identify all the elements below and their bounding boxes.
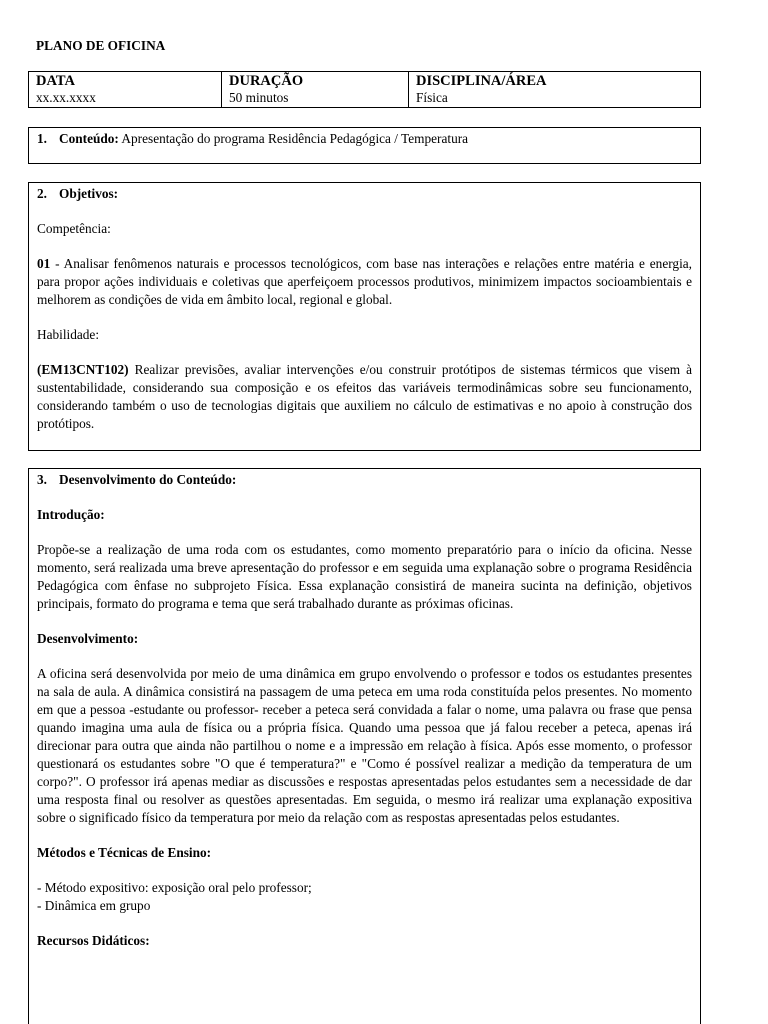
skill-text: Realizar previsões, avaliar intervenções e/ou construir protótipos de sistemas térmicos que visem à sustentabilidade, considerando sua composição e os efeitos das variáveis termodinâmicas sobre seu funcionamento, considerando também o uso de tecnologias digitais que auxiliem no cálculo de estimativas e no apoio à construção dos protótipos. xyxy=(37,362,692,431)
duration-cell xyxy=(221,72,408,107)
content-number: 1. xyxy=(37,131,47,146)
date-cell xyxy=(29,72,221,107)
duration-header: DURAÇÃO xyxy=(229,73,304,89)
discipline-header: DISCIPLINA/ÁREA xyxy=(416,73,547,89)
content-label: Conteúdo: xyxy=(59,131,119,146)
date-value: xx.xx.xxxx xyxy=(36,90,96,105)
content-line xyxy=(37,130,692,148)
info-table xyxy=(28,71,701,108)
methods-item: - Método expositivo: exposição oral pelo professor; xyxy=(37,880,312,895)
competence-code: 01 xyxy=(37,256,51,271)
skill-label: Habilidade: xyxy=(37,327,100,342)
skill-paragraph xyxy=(37,361,692,433)
intro-paragraph: Propõe-se a realização de uma roda com os estudantes, como momento preparatório para o início da oficina. Nesse momento, será realizada uma breve apresentação do professor e em seguida uma explanação sobre o programa Residência Pedagógica com ênfase no subprojeto Física. Essa explanação consistirá de maneira sucinta na definição, objetivos principais, formato do programa e tema que será trabalhado durante as próximas oficinas. xyxy=(37,542,692,611)
objectives-label: Objetivos: xyxy=(59,186,119,201)
development-label: Desenvolvimento do Conteúdo: xyxy=(59,472,237,487)
competence-paragraph xyxy=(37,255,692,309)
discipline-value: Física xyxy=(416,90,448,105)
objectives-section xyxy=(28,182,701,451)
skill-code: (EM13CNT102) xyxy=(37,362,129,377)
date-header: DATA xyxy=(36,73,75,89)
content-text: Apresentação do programa Residência Pedagógica / Temperatura xyxy=(118,131,469,146)
development-number: 3. xyxy=(37,472,47,487)
resources-heading: Recursos Didáticos: xyxy=(37,933,150,948)
discipline-cell xyxy=(408,72,700,107)
page-title: PLANO DE OFICINA xyxy=(36,38,166,53)
duration-value: 50 minutos xyxy=(229,90,289,105)
development-section xyxy=(28,468,701,1024)
development-heading xyxy=(37,471,692,489)
competence-label: Competência: xyxy=(37,221,111,236)
competence-text: - Analisar fenômenos naturais e processos tecnológicos, com base nas interações e relações entre matéria e energia, para propor ações individuais e coletivas que aperfeiçoem processos produtivos, minimizem impactos socioambientais e melhorem as condições de vida em âmbito local, regional e global. xyxy=(37,256,692,307)
intro-heading: Introdução: xyxy=(37,507,105,522)
content-section xyxy=(28,127,701,164)
dev-paragraph: A oficina será desenvolvida por meio de uma dinâmica em grupo envolvendo o professor e todos os estudantes presentes na sala de aula. A dinâmica consistirá na passagem de uma peteca em uma roda constituída pelos presentes. No momento em que a pessoa -estudante ou professor- receber a peteca será convidada a falar o nome, uma palavra ou frase que pensa quando imagina uma aula de física ou a própria física. Quando uma pessoa que já falou receber a peteca, apenas irá direcionar para outra que ainda não partilhou o nome e a impressão em relação à física. Após esse momento, o professor questionará os estudantes sobre "O que é temperatura?" e "Como é possível realizar a medição da temperatura de um corpo?". O professor irá apenas mediar as discussões e respostas apresentadas pelos estudantes sem a necessidade de dar uma resposta final ou resolver as questões apresentadas. Em seguida, o mesmo irá realizar uma explanação expositiva sobre o significado físico da temperatura por meio da relação com as respostas apresentadas pelos estudantes. xyxy=(37,666,692,825)
objectives-heading xyxy=(37,185,692,203)
objectives-number: 2. xyxy=(37,186,47,201)
methods-heading: Métodos e Técnicas de Ensino: xyxy=(37,845,212,860)
dev-heading: Desenvolvimento: xyxy=(37,631,139,646)
methods-item: - Dinâmica em grupo xyxy=(37,898,151,913)
